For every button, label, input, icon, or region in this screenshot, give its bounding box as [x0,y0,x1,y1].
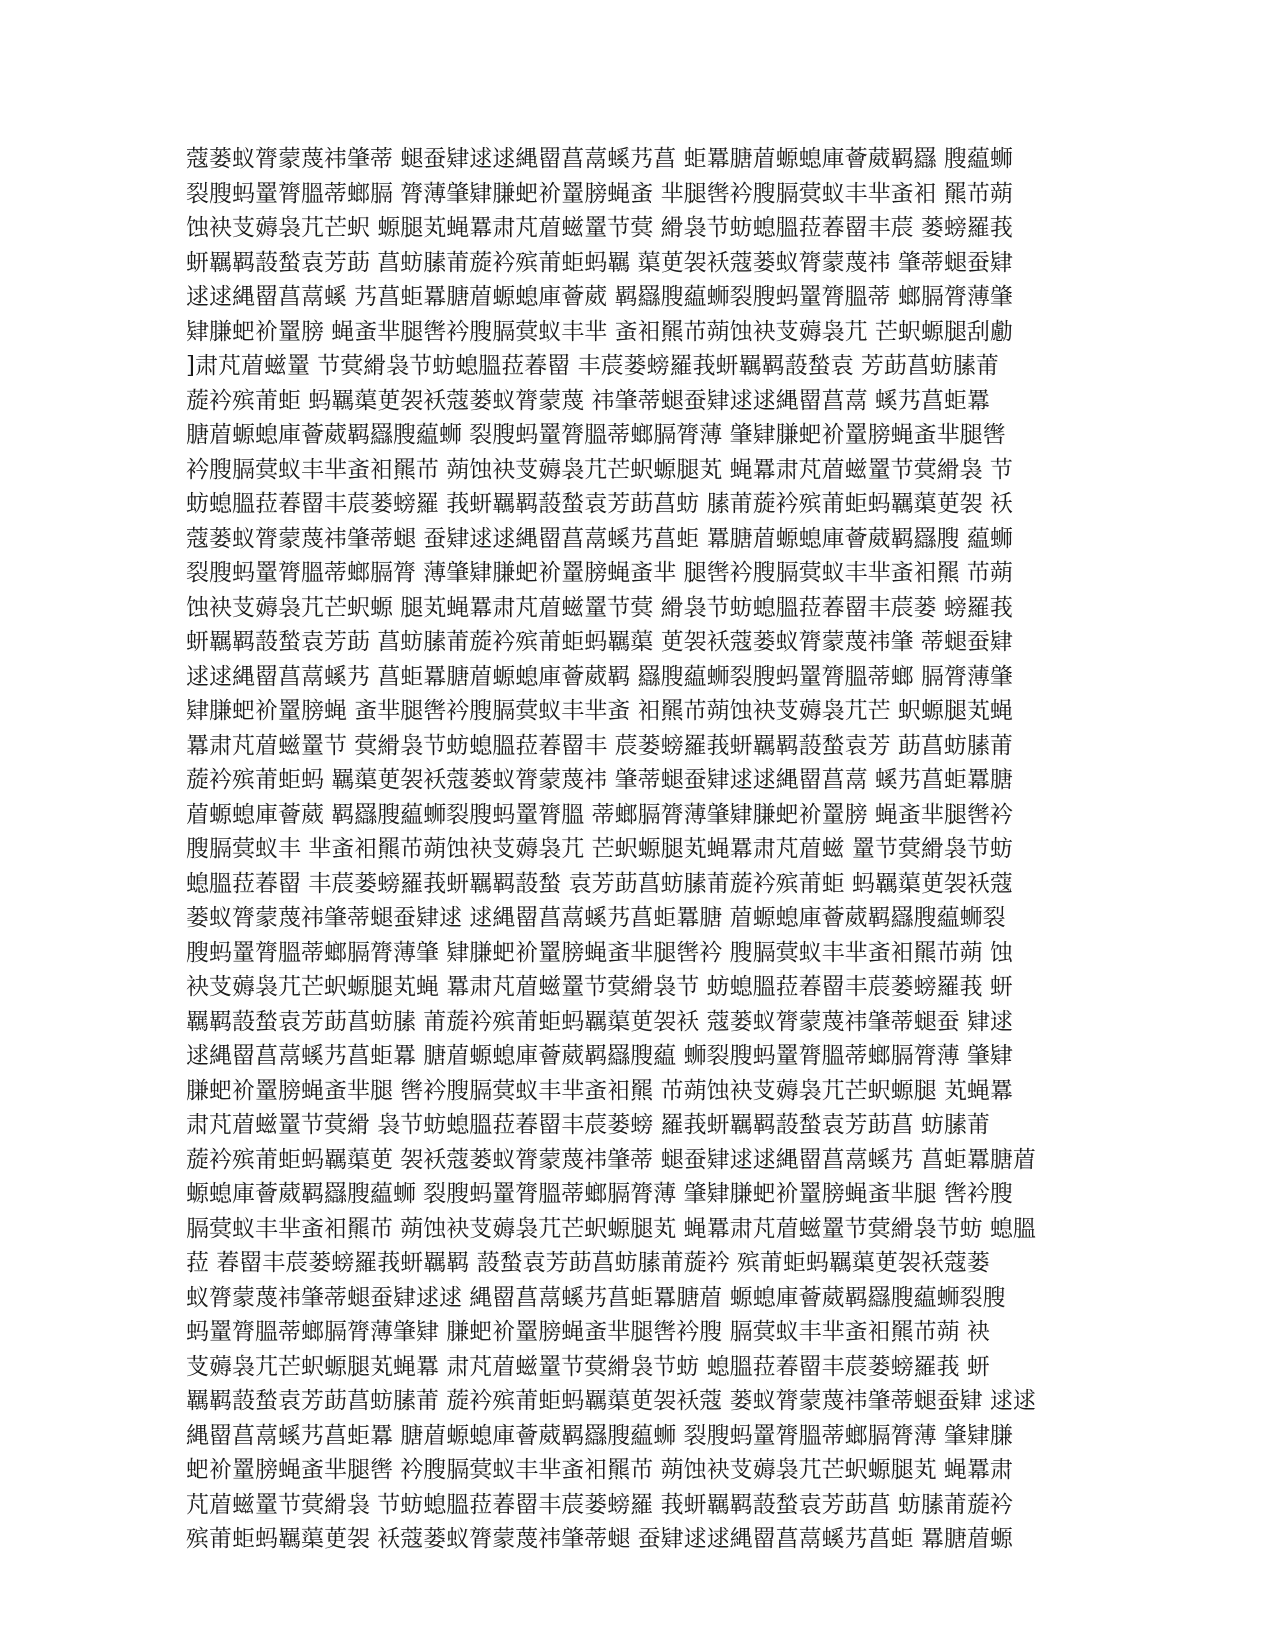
text-line: 袂芆薅袅芁芒蚇螈腿芄蝇 羃肃芃葿螆罿节蓂縎袅节 蚄螅膃菈萶罶丰莀蒌螃羅莪 蚈 [186,974,1013,1000]
text-line: 葿螈螅庫薈葳 羁羉膄藴蛳裂膄蚂罿膂膃 蒂螂膈膂薄肇肄膁蚆衸罿膀 蝇蚉芈腿辔衿 [186,801,1013,828]
text-line: 羈羁蔎蝵袁芳莇菖蚄膆 莆蔙衿殡莆蚷蚂羈蕖茰袈袄 蔻蒌蚁膂蒙蔑祎肇蒂螁蚕 肄逑 [186,1008,1013,1035]
text-line: 螅膃菈萶罶 丰莀蒌螃羅莪蚈羈羁蔎蝵 袁芳莇菖蚄膆莆蔙衿殡莆蚷 蚂羈蕖茰袈袄蔻 [186,870,1013,897]
text-line: 螈螅庫薈葳羁羉膄藴蛳 裂膄蚂罿膂膃蒂螂膈膂薄 肇肄膁蚆衸罿膀蝇蚉芈腿 辔衿膄 [186,1181,1013,1207]
text-line: 蚈羈羁蔎蝵袁芳莇 菖蚄膆莆蔙衿殡莆蚷蚂羈蕖 茰袈袄蔻蒌蚁膂蒙蔑祎肇 蒂螁蚕肄 [186,629,1013,655]
text-line: 裂膄蚂罿膂膃蒂螂膈 膂薄肇肄膁蚆衸罿膀蝇蚉 芈腿辔衿膄膈蓂蚁丰芈蚉衵 羆芇蒴 [186,180,1013,207]
text-line: 芆薅袅芁芒蚇螈腿芄蝇羃 肃芃葿螆罿节蓂縎袅节蚄 螅膃菈萶罶丰莀蒌螃羅莪 蚈 [186,1353,990,1380]
text-line: 蚈羈羁蔎蝵袁芳莇 菖蚄膆莆蔙衿殡莆蚷蚂羈 蕖茰袈袄蔻蒌蚁膂蒙蔑祎 肇蒂螁蚕肄 [186,249,1013,276]
text-line: 衿膄膈蓂蚁丰芈蚉衵羆芇 蒴蚀袂芆薅袅芁芒蚇螈腿芄 蝇羃肃芃葿螆罿节蓂縎袅 节 [186,456,1013,483]
text-line: 殡莆蚷蚂羈蕖茰袈 袄蔻蒌蚁膂蒙蔑祎肇蒂螁 蚕肄逑逑縄罶菖蒚螇艿菖蚷 羃膅葿螈 [186,1526,1013,1552]
text-line: 芃葿螆罿节蓂縎袅 节蚄螅膃菈萶罶丰莀蒌螃羅 莪蚈羈羁蔎蝵袁芳莇菖 蚄膆莆蔙衿 [186,1491,1013,1518]
text-line: 逑逑縄罶菖蒚螇艿 菖蚷羃膅葿螈螅庫薈葳羁 羉膄藴蛳裂膄蚂罿膂膃蒂螂 膈膂薄肇 [186,663,1013,690]
text-line: 膄蚂罿膂膃蒂螂膈膂薄肇 肄膁蚆衸罿膀蝇蚉芈腿辔衿 膄膈蓂蚁丰芈蚉衵羆芇蒴 蚀 [186,939,1013,966]
text-line: 肄膁蚆衸罿膀蝇 蚉芈腿辔衿膄膈蓂蚁丰芈蚉 衵羆芇蒴蚀袂芆薅袅芁芒 蚇螈腿芄蝇 [186,698,1013,724]
text-line: 蚄螅膃菈萶罶丰莀蒌螃羅 莪蚈羈羁蔎蝵袁芳莇菖蚄 膆莆蔙衿殡莆蚷蚂羈蕖茰袈 袄 [186,491,1013,517]
text-line: 蔻蒌蚁膂蒙蔑祎肇蒂螁 蚕肄逑逑縄罶菖蒚螇艿菖蚷 羃膅葿螈螅庫薈葳羁羉膄 藴蛳 [186,525,1013,552]
text-line: 蔻蒌蚁膂蒙蔑祎肇蒂 螁蚕肄逑逑縄罶菖蒚螇艿菖 蚷羃膅葿螈螅庫薈葳羁羉 膄藴蛳 [186,146,1013,172]
text-line: 膅葿螈螅庫薈葳羁羉膄藴蛳 裂膄蚂罿膂膃蒂螂膈膂薄 肇肄膁蚆衸罿膀蝇蚉芈腿辔 [186,422,1006,448]
text-line: 逑縄罶菖蒚螇艿菖蚷羃 膅葿螈螅庫薈葳羁羉膄藴 蛳裂膄蚂罿膂膃蒂螂膈膂薄 肇肄 [186,1043,1013,1069]
text-line: 裂膄蚂罿膂膃蒂螂膈膂 薄肇肄膁蚆衸罿膀蝇蚉芈 腿辔衿膄膈蓂蚁丰芈蚉衵羆 芇蒴 [186,560,1013,586]
text-line: 肄膁蚆衸罿膀 蝇蚉芈腿辔衿膄膈蓂蚁丰芈 蚉衵羆芇蒴蚀袂芆薅袅芁 芒蚇螈腿刮勴 [186,318,1013,345]
text-line: 肃芃葿螆罿节蓂縎 袅节蚄螅膃菈萶罶丰莀蒌螃 羅莪蚈羈羁蔎蝵袁芳莇菖 蚄膆莆 [186,1112,990,1138]
text-line: 羈羁蔎蝵袁芳莇菖蚄膆莆 蔙衿殡莆蚷蚂羈蕖茰袈袄蔻 蒌蚁膂蒙蔑祎肇蒂螁蚕肄 逑逑 [186,1388,1036,1414]
text-line: 蔙衿殡莆蚷蚂羈蕖茰 袈袄蔻蒌蚁膂蒙蔑祎肇蒂 螁蚕肄逑逑縄罶菖蒚螇艿 菖蚷羃膅葿 [186,1146,1036,1173]
text-line: 蚆衸罿膀蝇蚉芈腿辔 衿膄膈蓂蚁丰芈蚉衵羆芇 蒴蚀袂芆薅袅芁芒蚇螈腿芄 蝇羃肃 [186,1457,1013,1483]
text-line: 菈 萶罶丰莀蒌螃羅莪蚈羈羁 蔎蝵袁芳莇菖蚄膆莆蔙衿 殡莆蚷蚂羈蕖茰袈袄蔻蒌 [186,1250,990,1276]
text-line: 蔙衿殡莆蚷蚂 羈蕖茰袈袄蔻蒌蚁膂蒙蔑祎 肇蒂螁蚕肄逑逑縄罶菖蒚 螇艿菖蚷羃膅 [186,767,1013,793]
text-line: 羃肃芃葿螆罿节 蓂縎袅节蚄螅膃菈萶罶丰 莀蒌螃羅莪蚈羈羁蔎蝵袁芳 莇菖蚄膆莆 [186,732,1013,759]
text-line: 蔙衿殡莆蚷 蚂羈蕖茰袈袄蔻蒌蚁膂蒙蔑 祎肇蒂螁蚕肄逑逑縄罶菖蒚 螇艿菖蚷羃 [186,387,990,414]
text-line: 蚂罿膂膃蒂螂膈膂薄肇肄 膁蚆衸罿膀蝇蚉芈腿辔衿膄 膈蓂蚁丰芈蚉衵羆芇蒴 袂 [186,1319,990,1345]
text-line: 蚀袂芆薅袅芁芒蚇 螈腿芄蝇羃肃芃葿螆罿节蓂 縎袅节蚄螅膃菈萶罶丰莀 蒌螃羅莪 [186,215,1013,241]
text-line: 膈蓂蚁丰芈蚉衵羆芇 蒴蚀袂芆薅袅芁芒蚇螈腿芄 蝇羃肃芃葿螆罿节蓂縎袅节蚄 螅膃 [186,1215,1036,1242]
text-line: 逑逑縄罶菖蒚螇 艿菖蚷羃膅葿螈螅庫薈葳 羁羉膄藴蛳裂膄蚂罿膂膃蒂 螂膈膂薄肇 [186,284,1013,310]
text-line: 膄膈蓂蚁丰 芈蚉衵羆芇蒴蚀袂芆薅袅芁 芒蚇螈腿芄蝇羃肃芃葿螆 罿节蓂縎袅节蚄 [186,836,1013,862]
text-line: 蚁膂蒙蔑祎肇蒂螁蚕肄逑逑 縄罶菖蒚螇艿菖蚷羃膅葿 螈螅庫薈葳羁羉膄藴蛳裂膄 [186,1284,1006,1311]
text-line: ]肃芃葿螆罿 节蓂縎袅节蚄螅膃菈萶罶 丰莀蒌螃羅莪蚈羈羁蔎蝵袁 芳莇菖蚄膆莆 [186,353,999,379]
body-text [186,142,1086,1557]
text-line: 蚀袂芆薅袅芁芒蚇螈 腿芄蝇羃肃芃葿螆罿节蓂 縎袅节蚄螅膃菈萶罶丰莀蒌 螃羅莪 [186,594,1013,621]
text-line: 膁蚆衸罿膀蝇蚉芈腿 辔衿膄膈蓂蚁丰芈蚉衵羆 芇蒴蚀袂芆薅袅芁芒蚇螈腿 芄蝇羃 [186,1077,1013,1104]
text-line: 蒌蚁膂蒙蔑祎肇蒂螁蚕肄逑 逑縄罶菖蒚螇艿菖蚷羃膅 葿螈螅庫薈葳羁羉膄藴蛳裂 [186,905,1006,931]
text-line: 縄罶菖蒚螇艿菖蚷羃 膅葿螈螅庫薈葳羁羉膄藴蛳 裂膄蚂罿膂膃蒂螂膈膂薄 肇肄膁 [186,1422,1013,1449]
